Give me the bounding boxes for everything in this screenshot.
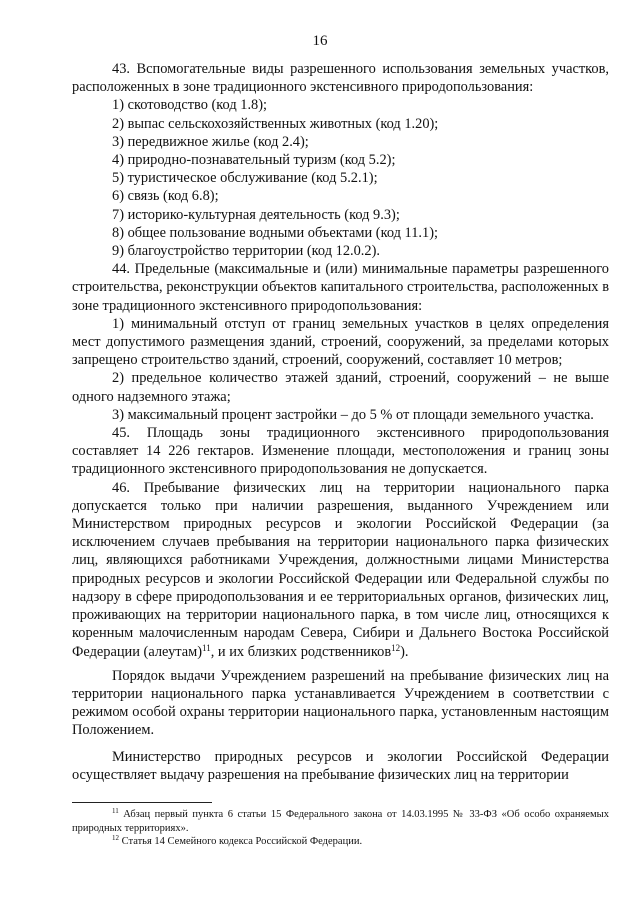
footnote-divider [72,802,212,803]
list-item: 3) максимальный процент застройки – до 5 % от площади земельного участка. [112,406,594,423]
list-item: 8) общее пользование водными объектами (код 11.1); [112,224,438,241]
paragraph-44-intro: 44. Предельные (максимальные и (или) минимальные параметры разрешенного строительства, реконструкции объектов капитального строительства, расположенных в зоне традиционного экстенсивного природопользования: [72,261,609,314]
paragraph-ministry: Министерство природных ресурсов и экологии Российской Федерации осуществляет выдачу разрешения на пребывание физических лиц на территории [72,748,609,783]
document-body [72,60,609,784]
footnote-12 [72,835,609,849]
paragraph-45: 45. Площадь зоны традиционного экстенсивного природопользования составляет 14 226 гектаров. Изменение площади, местоположения и границ зоны традиционного экстенсивного природопользования не допускается. [72,425,609,478]
footnote-ref-12[interactable]: 12 [391,642,401,653]
list-item: 4) природно-познавательный туризм (код 5.2); [112,152,396,169]
list-item: 2) предельное количество этажей зданий, строений, сооружений – не выше одного надземного этажа; [72,370,609,405]
list-item: 1) скотоводство (код 1.8); [112,97,268,114]
list-item: 5) туристическое обслуживание (код 5.2.1); [112,170,378,187]
list-item: 6) связь (код 6.8); [112,188,219,205]
paragraph-43-intro: 43. Вспомогательные виды разрешенного использования земельных участков, расположенных в зоне традиционного экстенсивного природопользования: [72,61,609,96]
paragraph-46 [72,479,609,661]
footnote-text: Абзац первый пункта 6 статьи 15 Федерального закона от 14.03.1995 № 33-ФЗ «Об особо охраняемых природных территориях». [72,809,609,834]
footnote-mark: 12 [112,834,119,842]
list-item: 1) минимальный отступ от границ земельных участков в целях определения мест допустимого размещения зданий, строений, сооружений, за пределами которых запрещено строительство зданий, строений, сооружений, составляет 10 метров; [72,315,609,369]
list-item: 7) историко-культурная деятельность (код 9.3); [112,206,400,223]
footnote-mark: 11 [112,807,119,815]
footnote-ref-11[interactable]: 11 [202,642,211,653]
page-number: 16 [312,33,328,49]
footnote-text: Статья 14 Семейного кодекса Российской Федерации. [119,836,363,847]
list-item: 9) благоустройство территории (код 12.0.2). [112,243,380,260]
footnote-11 [72,808,609,835]
list-item: 3) передвижное жилье (код 2.4); [112,133,309,150]
paragraph-46-tail: , и их близких родственников [210,643,392,660]
paragraph-order: Порядок выдачи Учреждением разрешений на пребывание физических лиц на территории национального парка устанавливается Учреждением в соответствии с режимом особой охраны территории национального парка, установленным настоящим Положением. [72,667,609,739]
paragraph-46-text: 46. Пребывание физических лиц на территории национального парка допускается только при наличии разрешения, выданного Учреждением или Министерством природных ресурсов и экологии Российской Федерации (за исключением случаев пребывания на территории национального парка физических лиц, являющихся работниками Учреждения, должностными лицами Министерства природных ресурсов и экологии Российской Федерации или Федеральной службы по надзору в сфере природопользования и ее территориальных органов, физических лиц, проживающих на территории национального парка, в том числе лиц, относящихся к коренным малочисленным народам Севера, Сибири и Дальнего Востока Российской Федерации (алеутам) [72,479,609,660]
footnotes [72,808,609,849]
list-item: 2) выпас сельскохозяйственных животных (код 1.20); [112,115,439,132]
paragraph-46-end: ). [400,643,409,660]
